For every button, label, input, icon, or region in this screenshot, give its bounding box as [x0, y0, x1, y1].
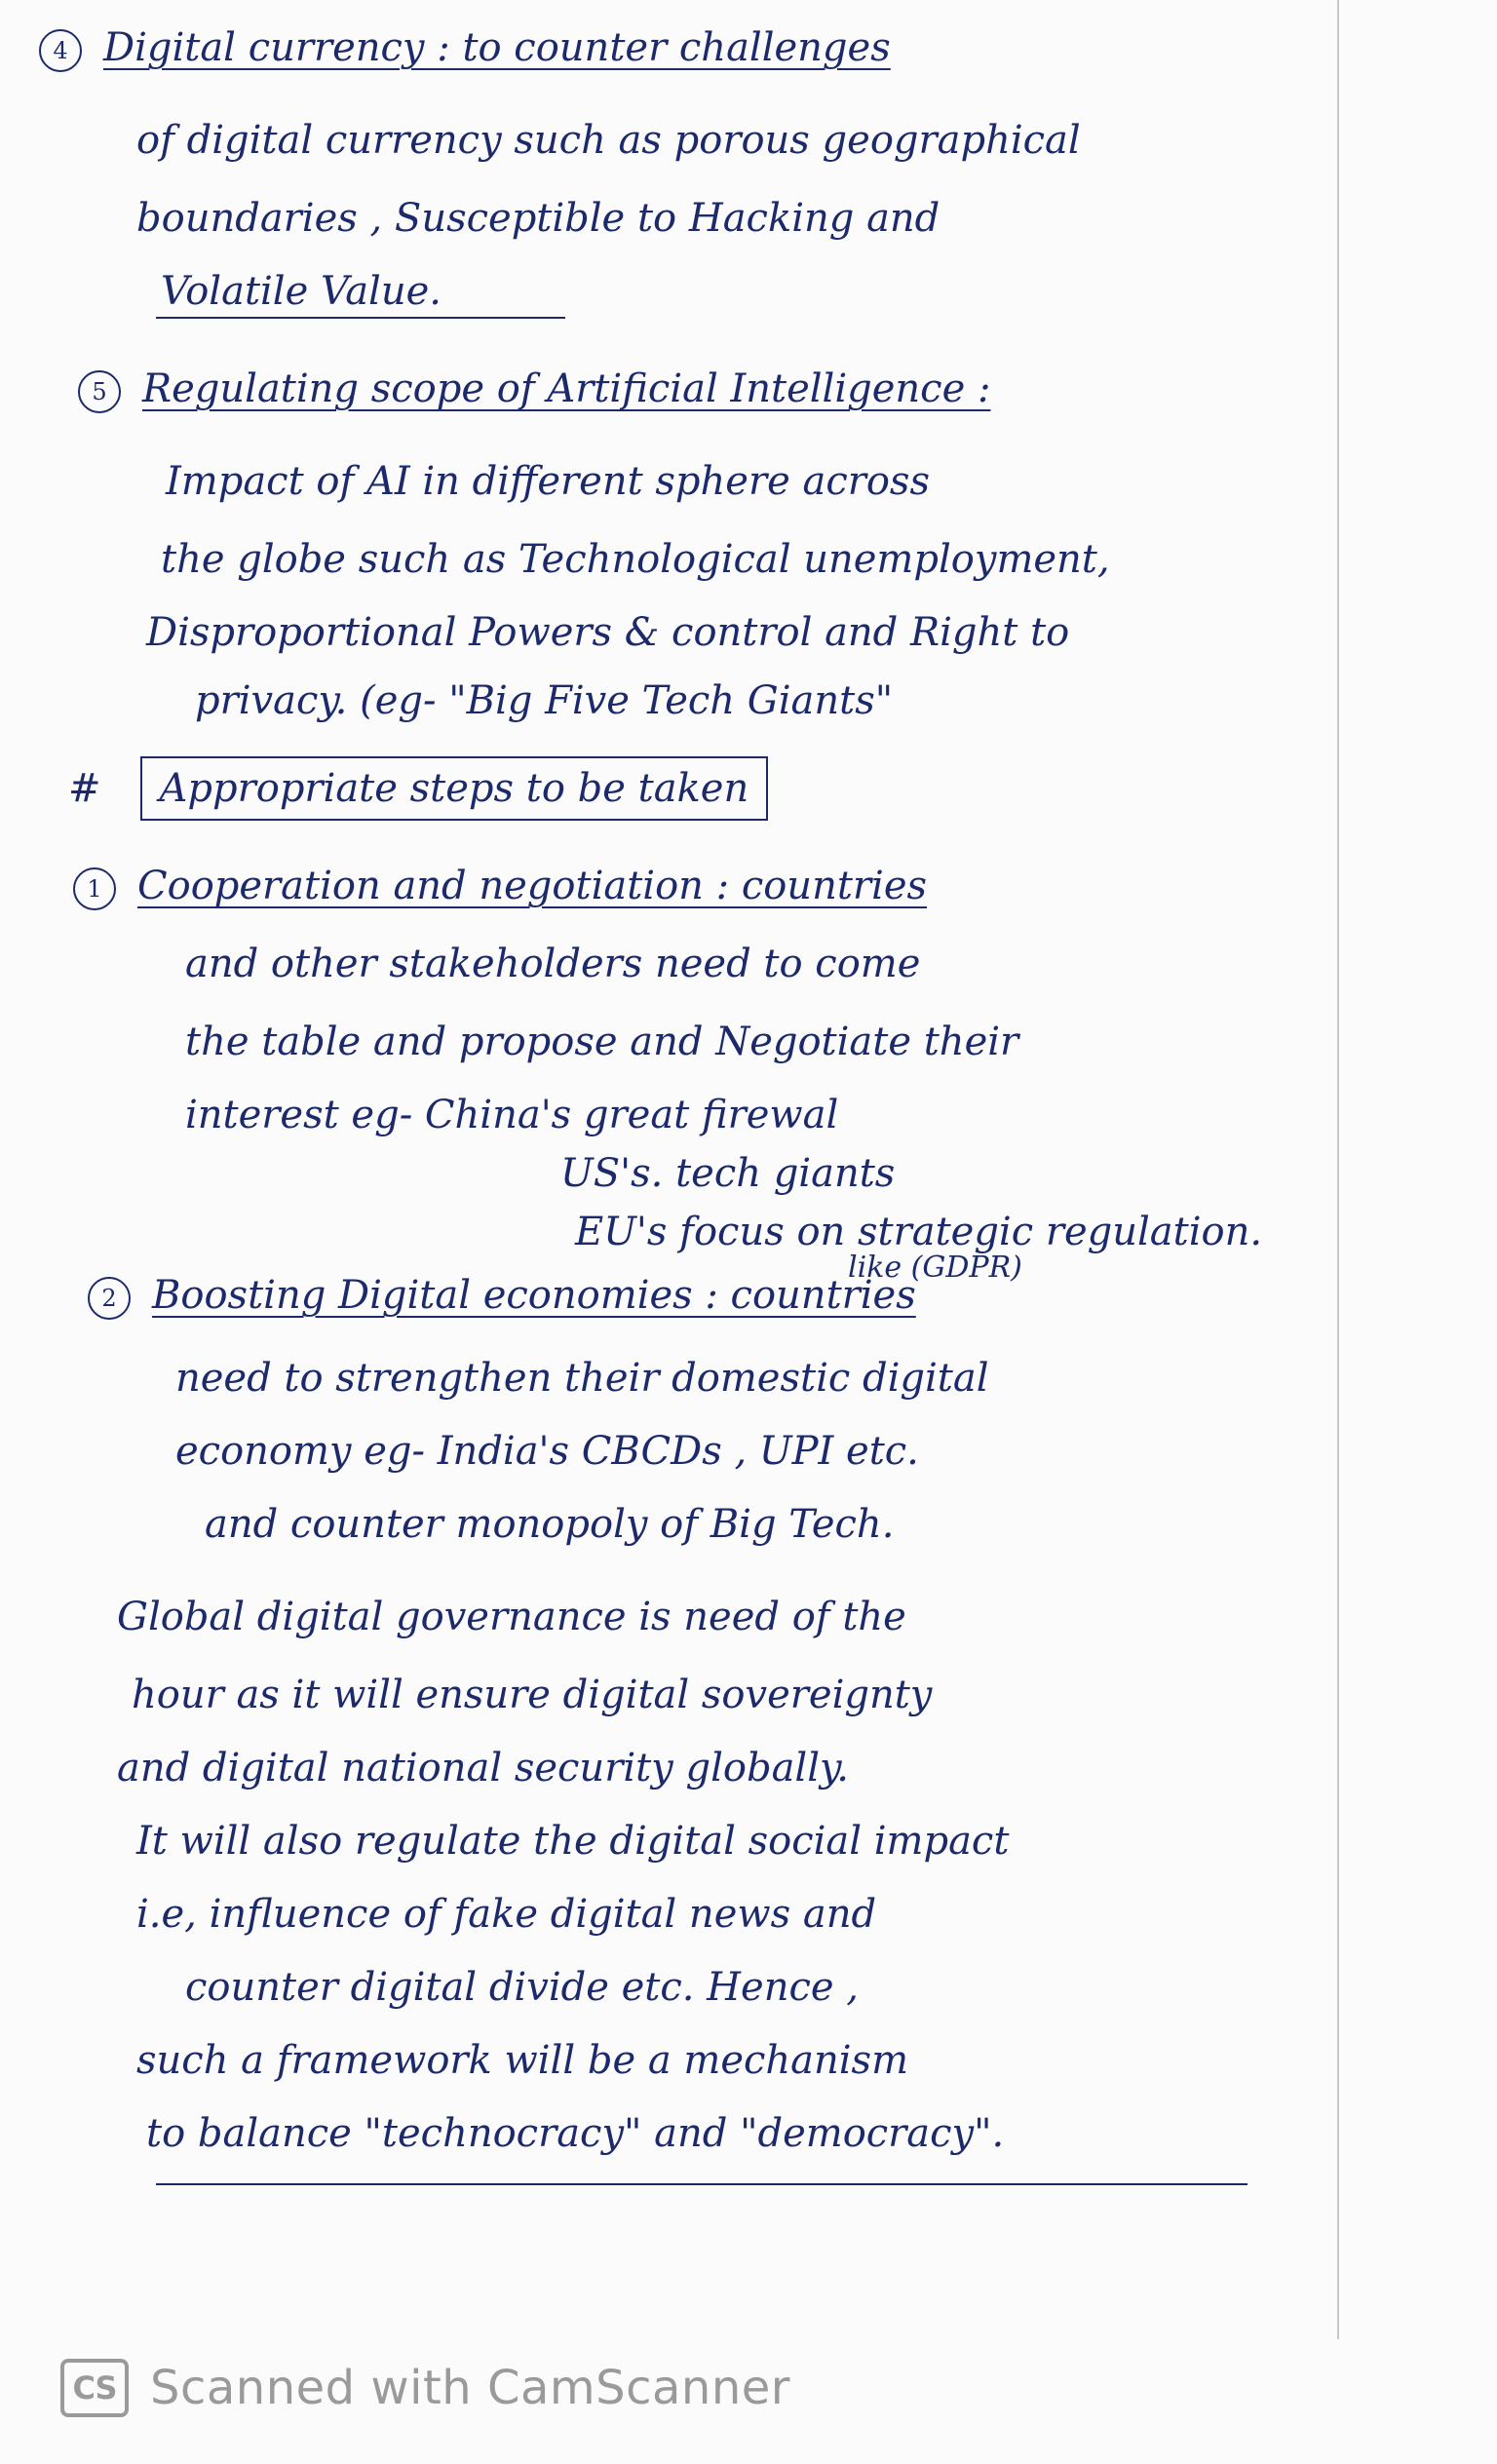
note-line: US's. tech giants — [560, 1151, 896, 1196]
point-number-marker: 2 — [88, 1277, 131, 1320]
note-line: and digital national security globally. — [117, 1746, 850, 1790]
note-line: 2 Boosting Digital economies : countries — [88, 1257, 916, 1333]
note-line: of digital currency such as porous geographical — [136, 118, 1081, 163]
point-number-marker: 1 — [73, 867, 116, 910]
note-line: the table and propose and Negotiate their — [185, 1020, 1019, 1064]
note-line: economy eg- India's CBCDs , UPI etc. — [175, 1429, 919, 1474]
note-line: 1 Cooperation and negotiation : countries — [73, 848, 927, 924]
camscanner-logo: CS — [60, 2359, 129, 2417]
note-line: i.e, influence of fake digital news and — [136, 1892, 877, 1937]
note-line: the globe such as Technological unemployment, — [161, 537, 1110, 582]
note-line: interest eg- China's great firewal — [185, 1093, 839, 1137]
note-line: 5 Regulating scope of Artificial Intelligence : — [78, 351, 990, 427]
note-line: such a framework will be a mechanism — [136, 2038, 909, 2083]
watermark-text: Scanned with CamScanner — [150, 2361, 791, 2415]
camscanner-watermark — [60, 2349, 790, 2427]
note-line: boundaries , Susceptible to Hacking and — [136, 196, 940, 241]
note-line: hour as it will ensure digital sovereignty — [132, 1673, 933, 1717]
note-line: to balance "technocracy" and "democracy". — [146, 2111, 1005, 2156]
point-number-marker: 5 — [78, 370, 121, 413]
boxed-heading: Appropriate steps to be taken — [140, 756, 769, 821]
note-line: Volatile Value. — [161, 269, 441, 314]
note-line: Global digital governance is need of the — [117, 1595, 906, 1639]
underline-rule — [156, 317, 565, 319]
note-line: Disproportional Powers & control and Right to — [146, 610, 1070, 655]
note-line: privacy. (eg- "Big Five Tech Giants" — [195, 678, 894, 723]
note-line: and counter monopoly of Big Tech. — [205, 1502, 895, 1547]
note-line: like (GDPR) — [848, 1251, 1022, 1285]
hash-marker: # — [68, 766, 101, 811]
closing-underline-rule — [156, 2183, 1248, 2185]
note-line: counter digital divide etc. Hence , — [185, 1965, 859, 2010]
note-line: need to strengthen their domestic digital — [175, 1356, 989, 1401]
note-line: EU's focus on strategic regulation. — [575, 1210, 1263, 1254]
note-line: and other stakeholders need to come — [185, 942, 921, 986]
section-heading — [68, 751, 768, 827]
note-line: It will also regulate the digital social impact — [136, 1819, 1010, 1864]
note-line: 4 Digital currency : to counter challenges — [39, 10, 891, 86]
note-line: Impact of AI in different sphere across — [166, 459, 930, 504]
point-number-marker: 4 — [39, 29, 82, 72]
